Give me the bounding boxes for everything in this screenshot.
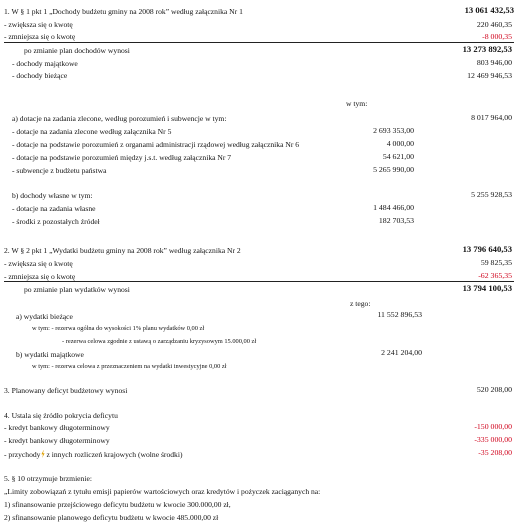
section2-after-label: po zmianie plan wydatków wynosi [24,285,130,294]
section1-decrease: -8 000,35 [482,32,512,41]
section2-b-value: 2 241 204,00 [381,348,422,357]
section1-property-label: - dochody majątkowe [12,59,78,68]
section2-title: 2. W § 2 pkt 1 „Wydatki budżetu gminy na 2008 rok” według załącznika Nr 2 [4,246,241,255]
section1-total: 13 061 432,53 [464,5,514,15]
section1-a-item-value: 5 265 990,00 [373,165,414,174]
section1-a-total: 8 017 964,00 [471,113,512,122]
section1-after-label: po zmianie plan dochodów wynosi [24,46,130,55]
section1-decrease-label: - zmniejsza się o kwotę [4,32,76,41]
section1-b-item-value: 1 484 466,00 [373,203,414,212]
section2-including-label: z tego: [350,299,371,308]
section4-item-value: -150 000,00 [474,422,512,431]
section4-item-label-start: - przychody [4,450,41,459]
section5-quote: „Limity zobowiązań z tytułu emisji papierów wartościowych oraz kredytów i pożyczek zaciąganych na: [4,487,321,496]
section1-b-total: 5 255 928,53 [471,190,512,199]
section1-b-item-value: 182 703,53 [378,216,414,225]
section5-point: 1) sfinansowanie przejściowego deficytu budżetu w kwocie 300.000,00 zł, [4,500,231,509]
lightning-icon [41,450,45,458]
section1-title: 1. W § 1 pkt 1 „Dochody budżetu gminy na 2008 rok” według załącznika Nr 1 [4,7,243,16]
section4-item-label-end: z innych rozliczeń krajowych (wolne środki) [46,450,183,459]
section1-a-item-label: - subwencje z budżetu państwa [12,166,107,175]
section2-b-label: b) wydatki majątkowe [16,350,84,359]
section4-title: 4. Ustala się źródło pokrycia deficytu [4,411,118,420]
section2-after: 13 794 100,53 [462,283,512,293]
section1-including-label: w tym: [346,99,368,108]
divider [4,42,514,43]
section2-decrease: -62 365,35 [478,271,512,280]
section2-a-label: a) wydatki bieżące [16,312,73,321]
section1-b-item-label: - środki z pozostałych źródeł [12,217,100,226]
section5-point: 2) sfinansowanie planowego deficytu budżetu w kwocie 485.000,00 zł [4,513,219,522]
section5-title: 5. § 10 otrzymuje brzmienie: [4,474,92,483]
section1-a-item-label: - dotacje na podstawie porozumień z organami administracji rządowej według załącznika Nr 6 [12,140,300,149]
section2-a-value: 11 552 896,53 [377,310,422,319]
section4-item-value: -335 000,00 [474,435,512,444]
section1-current-label: - dochody bieżące [12,71,68,80]
section1-current: 12 469 946,53 [467,71,512,80]
section2-total: 13 796 640,53 [462,244,512,254]
section1-a-label: a) dotacje na zadania zlecone, według porozumień i subwencje w tym: [12,114,227,123]
section1-increase-label: - zwiększa się o kwotę [4,20,73,29]
section2-a-note: w tym: - rezerwa ogólna do wysokości 1% planu wydatków 0,00 zł [32,325,205,332]
section2-increase: 59 825,35 [480,258,512,267]
section1-b-item-label: - dotacje na zadania własne [12,204,96,213]
section2-increase-label: - zwiększa się o kwotę [4,259,73,268]
section1-after: 13 273 892,53 [462,44,512,54]
section1-b-label: b) dochody własne w tym: [12,191,93,200]
section4-item-value: -35 208,00 [478,448,512,457]
section3-value: 520 208,00 [476,385,512,394]
section3-title: 3. Planowany deficyt budżetowy wynosi [4,386,128,395]
section4-item-label [4,449,183,459]
section4-item-label: - kredyt bankowy długoterminowy [4,436,110,445]
section1-a-item-value: 4 000,00 [386,139,414,148]
section2-decrease-label: - zmniejsza się o kwotę [4,272,76,281]
section1-increase: 220 460,35 [476,20,512,29]
section2-a-note: - rezerwa celowa zgodnie z ustawą o zarządzaniu kryzysowym 15.000,00 zł [62,338,257,345]
section1-a-item-label: - dotacje na podstawie porozumień między j.s.t. według załącznika Nr 7 [12,153,232,162]
section1-property: 803 946,00 [476,58,512,67]
section1-a-item-value: 54 621,00 [382,152,414,161]
section2-b-note: w tym: - rezerwa celowa z przeznaczeniem na wydatki inwestycyjne 0,00 zł [32,363,227,370]
divider [4,281,514,282]
section1-a-item-value: 2 693 353,00 [373,126,414,135]
section4-item-label: - kredyt bankowy długoterminowy [4,423,110,432]
section1-a-item-label: - dotacje na zadania zlecone według załącznika Nr 5 [12,127,172,136]
